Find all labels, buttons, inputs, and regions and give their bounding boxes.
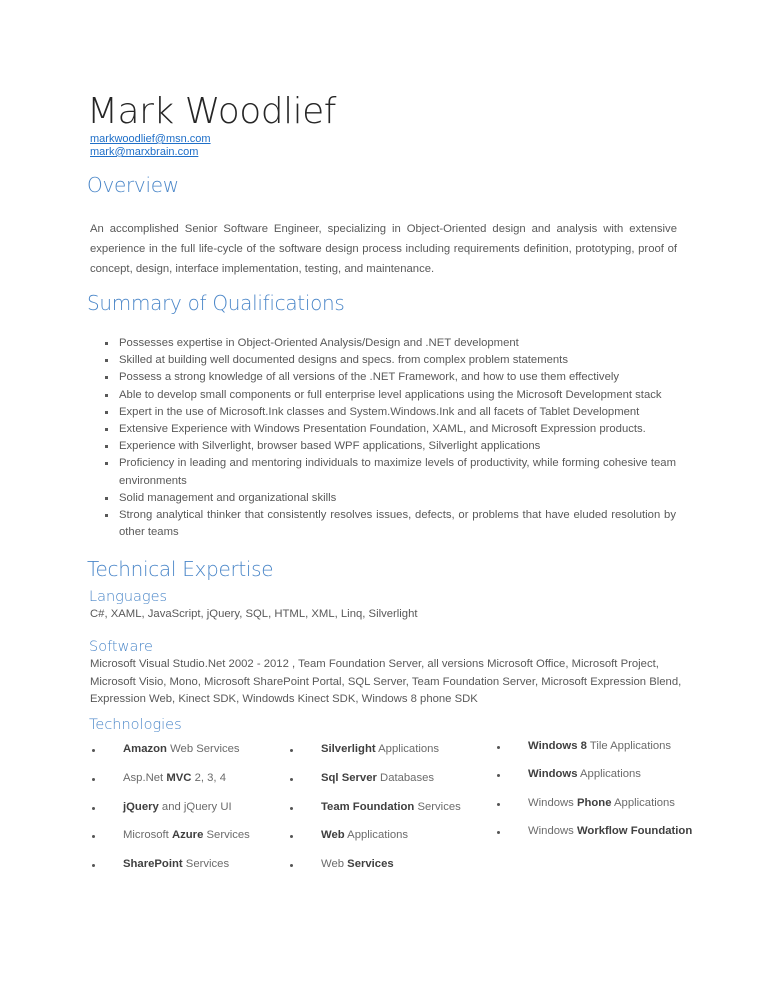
bullet-icon: [290, 778, 293, 781]
qualifications-list: [90, 335, 690, 541]
email-link-marxbrain[interactable]: mark@marxbrain.com: [90, 146, 199, 158]
bullet-icon: [92, 778, 95, 781]
list-item: Extensive Experience with Windows Presentation Foundation, XAML, and Microsoft Expression products.: [90, 421, 676, 438]
list-item: Amazon Web Services: [87, 743, 240, 755]
list-item: Windows Phone Applications: [492, 797, 675, 809]
list-item: jQuery and jQuery UI: [87, 801, 232, 813]
heading-overview: Overview: [87, 173, 179, 197]
list-item: Microsoft Azure Services: [87, 829, 250, 841]
email-link-msn[interactable]: markwoodlief@msn.com: [90, 133, 211, 145]
bullet-icon: [497, 803, 500, 806]
heading-qualifications: Summary of Qualifications: [87, 291, 345, 315]
languages-text: C#, XAML, JavaScript, jQuery, SQL, HTML, XML, Linq, Silverlight: [90, 608, 418, 620]
square-bullet-icon: [105, 497, 108, 500]
square-bullet-icon: [105, 428, 108, 431]
bullet-icon: [92, 807, 95, 810]
square-bullet-icon: [105, 359, 108, 362]
heading-software: Software: [89, 639, 153, 655]
square-bullet-icon: [105, 462, 108, 465]
heading-technical-expertise: Technical Expertise: [87, 557, 274, 581]
list-item: Web Services: [285, 858, 394, 870]
bullet-icon: [497, 746, 500, 749]
list-item: Asp.Net MVC 2, 3, 4: [87, 772, 226, 784]
bullet-icon: [92, 749, 95, 752]
square-bullet-icon: [105, 394, 108, 397]
list-item: Possess a strong knowledge of all versions of the .NET Framework, and how to use them effectively: [90, 369, 676, 386]
bullet-icon: [497, 774, 500, 777]
list-item: Proficiency in leading and mentoring individuals to maximize levels of productivity, while forming cohesive team environments: [90, 455, 676, 489]
list-item: Team Foundation Services: [285, 801, 461, 813]
bullet-icon: [497, 831, 500, 834]
list-item: Windows Applications: [492, 768, 641, 780]
list-item: Skilled at building well documented designs and specs. from complex problem statements: [90, 352, 676, 369]
resume-name: Mark Woodlief: [87, 91, 336, 132]
heading-technologies: Technologies: [89, 717, 182, 733]
list-item: Silverlight Applications: [285, 743, 439, 755]
list-item: Experience with Silverlight, browser based WPF applications, Silverlight applications: [90, 438, 676, 455]
square-bullet-icon: [105, 411, 108, 414]
heading-languages: Languages: [89, 589, 168, 605]
bullet-icon: [92, 835, 95, 838]
software-text: Microsoft Visual Studio.Net 2002 - 2012 , Team Foundation Server, all versions Microsoft Office, Microsoft Project, Microsoft Visio, Mono, Microsoft SharePoint Portal, SQL Server, Team Foundation Server, Microsoft Expression Blend, Expression Web, Kinect SDK, Windowds Kinect SDK, Windows 8 phone SDK: [90, 658, 682, 705]
square-bullet-icon: [105, 445, 108, 448]
bullet-icon: [290, 807, 293, 810]
bullet-icon: [290, 864, 293, 867]
list-item: SharePoint Services: [87, 858, 229, 870]
list-item: Strong analytical thinker that consistently resolves issues, defects, or problems that have eluded resolution by other teams: [90, 507, 676, 541]
square-bullet-icon: [105, 342, 108, 345]
list-item: Sql Server Databases: [285, 772, 434, 784]
overview-text: An accomplished Senior Software Engineer, specializing in Object-Oriented design and analysis with extensive experience in the full life-cycle of the software design process including requirements definition, prototyping, proof of concept, design, interface implementation, testing, and maintenance.: [90, 223, 677, 275]
list-item: Expert in the use of Microsoft.Ink classes and System.Windows.Ink and all facets of Tablet Development: [90, 404, 676, 421]
list-item: Solid management and organizational skills: [90, 490, 676, 507]
bullet-icon: [92, 864, 95, 867]
bullet-icon: [290, 749, 293, 752]
list-item: Windows Workflow Foundation: [492, 825, 692, 837]
list-item: Web Applications: [285, 829, 408, 841]
list-item: Possesses expertise in Object-Oriented Analysis/Design and .NET development: [90, 335, 676, 352]
square-bullet-icon: [105, 514, 108, 517]
list-item: Able to develop small components or full enterprise level applications using the Microsoft Development stack: [90, 387, 676, 404]
square-bullet-icon: [105, 376, 108, 379]
bullet-icon: [290, 835, 293, 838]
list-item: Windows 8 Tile Applications: [492, 740, 671, 752]
